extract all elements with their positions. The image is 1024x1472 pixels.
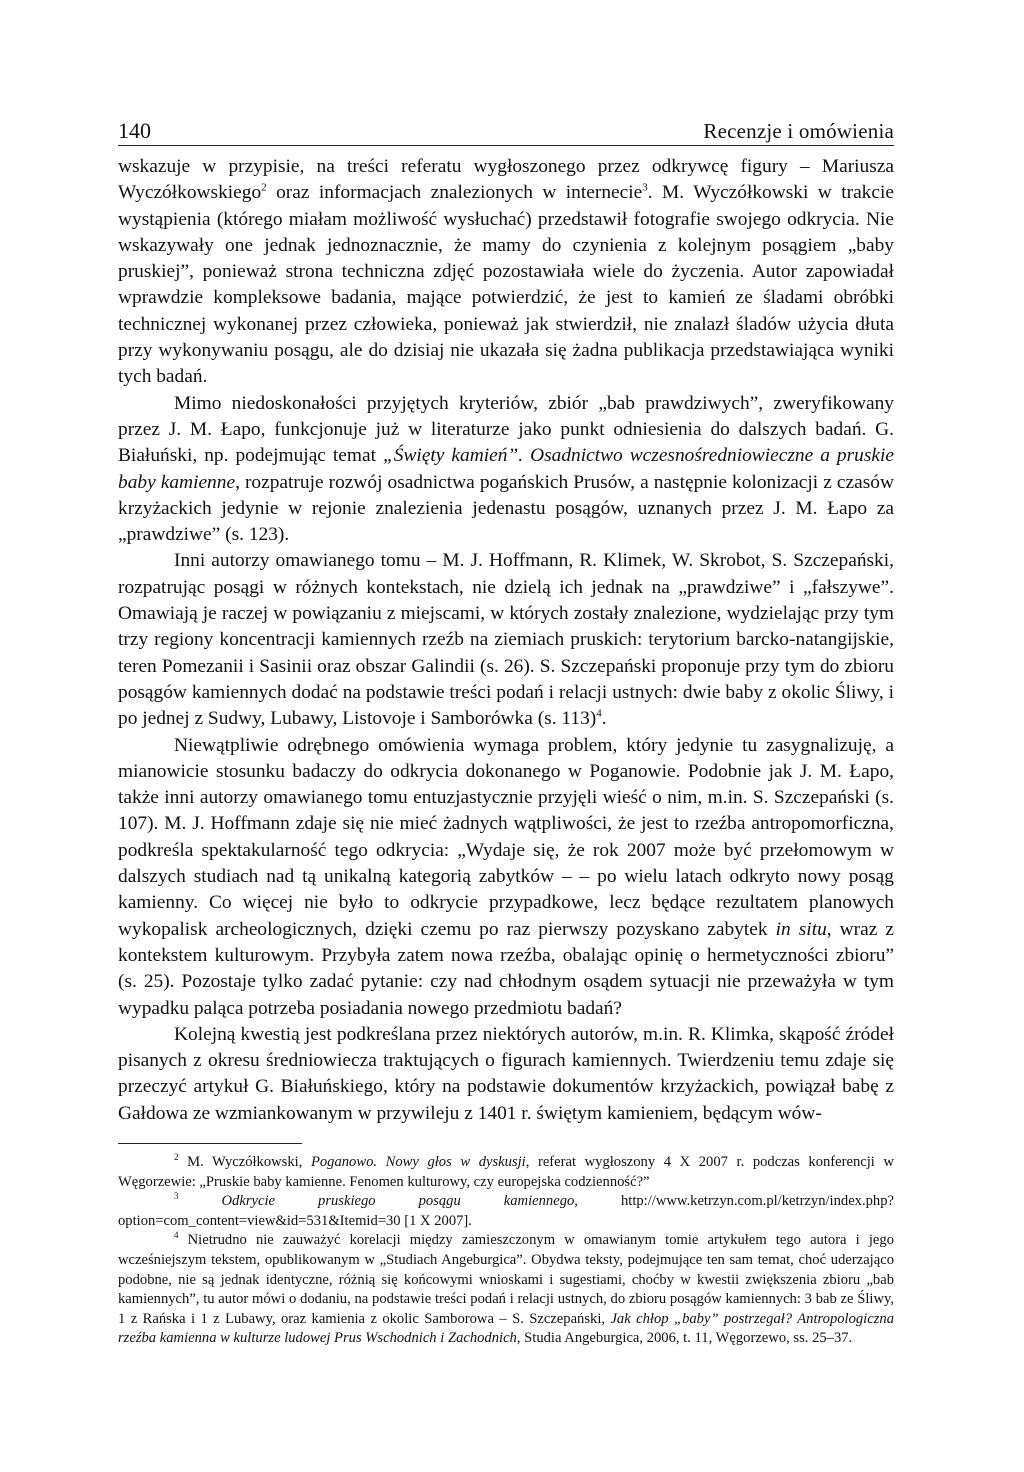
paragraph-3: Inni autorzy omawianego tomu – M. J. Hoffmann, R. Klimek, W. Skrobot, S. Szczepański, rozpatrując posągi w różnych kontekstach, nie dzielą ich jednak na „prawdziwe” i „fałszywe”. Omawiają je raczej w powiązaniu z miejscami, w których zostały znalezione, wydzielając przy tym trzy regiony koncentracji kamiennych rzeźb na ziemiach pruskich: terytorium barcko-natangijskie, teren Pomezanii i Sasinii oraz obszar Galindii (s. 26). S. Szczepański proponuje przy tym do zbioru posągów kamiennych dodać na podstawie treści podań i relacji ustnych: dwie baby z okolic Śliwy, i po jednej z Sudwy, Lubawy, Listovoje i Samborówka (s. 113)$^4$. xyxy=(118,550,894,730)
footnote-3: $^3$ Odkrycie pruskiego posągu kamiennego, http://www.ketrzyn.com.pl/ketrzyn/index.php?option=com_content=view&id=531&Itemid=30 [1 X 2007]. xyxy=(118,1191,894,1229)
footnote-ref-3[interactable]: 3 xyxy=(642,181,648,194)
footnote-number: 3 xyxy=(174,1191,179,1202)
footnote-2: $^2$ M. Wyczółkowski, Poganowo. Nowy głos w dyskusji, referat wygłoszony 4 X 2007 r. podczas konferencji w Węgorzewie: „Pruskie baby kamienne. Fenomen kulturowy, czy europejska codzienność?” xyxy=(118,1152,894,1190)
body-text xyxy=(118,154,894,1127)
paragraph-1: wskazuje w przypisie, na treści referatu wygłoszonego przez odkrywcę figury – Mariusza Wyczółkowskiego$^2$ oraz informacjach znalezionych w internecie$^3$. M. Wyczółkowski w trakcie wystąpienia (którego miałam możliwość wysłuchać) przedstawił fotografie swojego odkrycia. Nie wskazywały one jednak jednoznacznie, że mamy do czynienia z kolejnym posągiem „baby pruskiej”, ponieważ strona techniczna zdjęć pozostawiała wiele do życzenia. Autor zapowiadał wprawdzie kompleksowe badania, mające potwierdzić, że jest to kamień ze śladami obróbki technicznej wykonanej przez człowieka, ponieważ jak stwierdził, nie znalazł śladów użycia dłuta przy wykonywaniu posągu, ale do dzisiaj nie ukazała się żadna publikacja przedstawiająca wyniki tych badań. xyxy=(118,156,894,388)
paragraph-5: Kolejną kwestią jest podkreślana przez niektórych autorów, m.in. R. Klimka, skąpość źródeł pisanych z okresu średniowiecza traktujących o figurach kamiennych. Twierdzeniu temu zdaje się przeczyć artykuł G. Białuńskiego, który na podstawie dokumentów krzyżackich, powiązał babę z Gałdowa ze wzmiankowanym w przywileju z 1401 r. świętym kamieniem, będącym wów- xyxy=(118,1023,894,1124)
footnote-number: 4 xyxy=(174,1230,179,1241)
paragraph-2: Mimo niedoskonałości przyjętych kryteriów, zbiór „bab prawdziwych”, zweryfikowany przez J. M. Łapo, funkcjonuje już w literaturze jako punkt odniesienia do dalszych badań. G. Białuński, np. podejmując temat „Święty kamień”. Osadnictwo wczesnośredniowieczne a pruskie baby kamienne, rozpatruje rozwój osadnictwa pogańskich Prusów, a następnie kolonizacji z czasów krzyżackich jedynie w rejonie znalezienia jedenastu posągów, uznanych przez J. M. Łapo za „prawdziwe” (s. 123). xyxy=(118,392,895,546)
footnote-ref-4[interactable]: 4 xyxy=(596,707,602,720)
footnote-url: , http://www.ketrzyn.com.pl/ketrzyn/index.php?option=com_content=view&id=531&Itemid=30 [1 X 2007]. xyxy=(118,1193,894,1229)
footnote-ref-2[interactable]: 2 xyxy=(261,181,267,194)
footnote-4: $^4$ Nietrudno nie zauważyć korelacji między zamieszczonym w omawianym tomie artykułem tego autora i jego wcześniejszym tekstem, opublikowanym w „Studiach Angeburgica”. Obydwa teksty, podejmujące ten sam temat, choć uderzająco podobne, nie są jednak identyczne, różnią się końcowymi wnioskami i sugestiami, choćby w kwestii zwiększenia zbioru „bab kamiennych”, tu autor mówi o dodaniu, na podstawie treści podań i relacji ustnych, do zbioru posągów kamiennych: 3 bab ze Śliwy, 1 z Rańska i 1 z Lubawy, oraz kamienia z okolic Samborowa – S. Szczepański, Jak chłop „baby” postrzegał? Antropologiczna rzeźba kamienna w kulturze ludowej Prus Wschodnich i Zachodnich, Studia Angeburgica, 2006, t. 11, Węgorzewo, ss. 25–37. xyxy=(118,1230,894,1347)
footnote-number: 2 xyxy=(174,1152,179,1163)
footnotes xyxy=(118,1153,894,1349)
running-title: Recenzje i omówienia xyxy=(703,119,894,143)
page-number: 140 xyxy=(118,118,151,143)
running-header xyxy=(118,118,894,146)
paragraph-4: Niewątpliwie odrębnego omówienia wymaga problem, który jedynie tu zasygnalizuję, a mianowicie stosunku badaczy do odkrycia dokonanego w Poganowie. Podobnie jak J. M. Łapo, także inni autorzy omawianego tomu entuzjastycznie przyjęli wieść o nim, m.in. S. Szczepański (s. 107). M. J. Hoffmann zdaje się nie mieć żadnych wątpliwości, że jest to rzeźba antropomorficzna, podkreśla spektakularność tego odkrycia: „Wydaje się, że rok 2007 może być przełomowym w dalszych studiach nad tą unikalną kategorią zabytków – – po wielu latach odkryto nowy posąg kamienny. Co więcej nie było to odkrycie przypadkowe, lecz będące rezultatem planowych wykopalisk archeologicznych, dzięki czemu po raz pierwszy pozyskano zabytek in situ, wraz z kontekstem kulturowym. Przybyła zatem nowa rzeźba, obalając opinię o hermetyczności zbioru” (s. 25). Pozostaje tylko zadać pytanie: czy nad chłodnym osądem sytuacji nie przeważyła w tym wypadku paląca potrzeba posiadania nowego przedmiotu badań? xyxy=(118,734,894,1019)
cited-title: „Święty kamień”. Osadnictwo wczesnośredniowieczne a pruskie baby kamienne xyxy=(118,445,895,493)
footnote-divider xyxy=(118,1143,302,1144)
page xyxy=(118,118,894,1349)
italic-term: in situ xyxy=(775,918,827,940)
